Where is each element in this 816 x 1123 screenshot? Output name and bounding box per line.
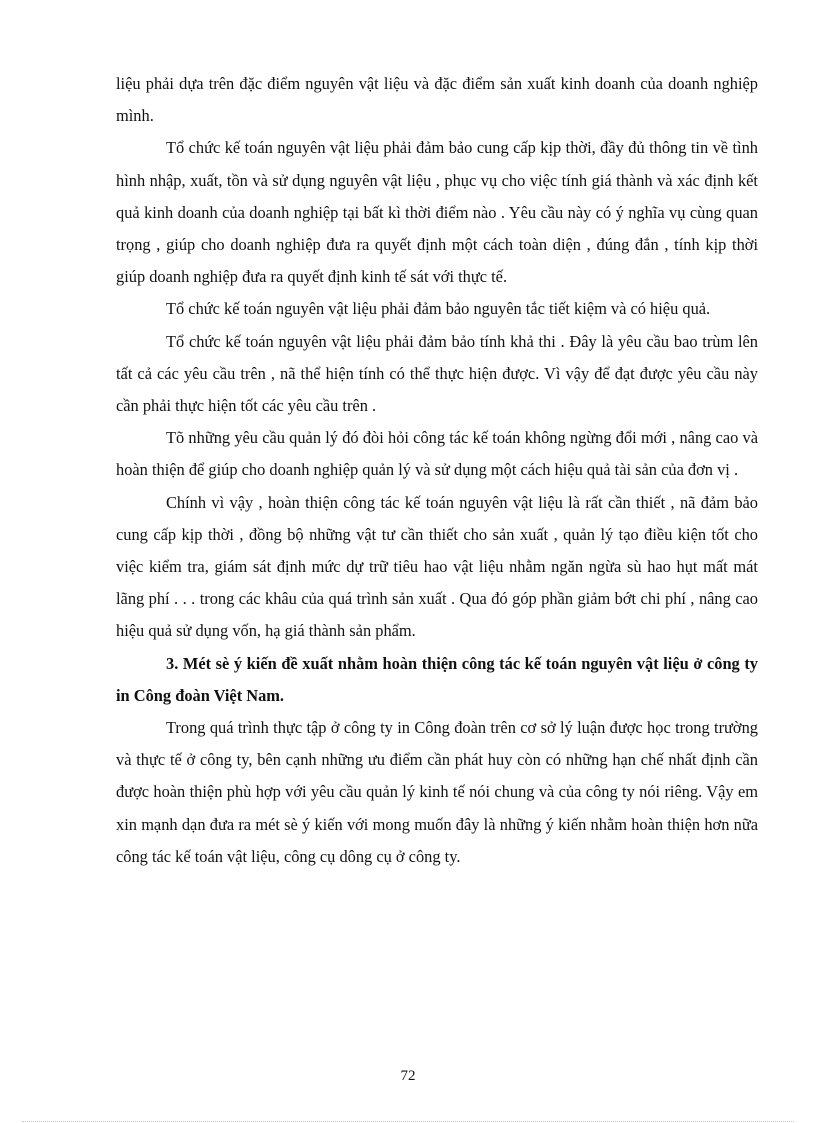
paragraph-7: Trong quá trình thực tập ở công ty in Công đoàn trên cơ sở lý luận được học trong trường và thực tế ở công ty, bên cạnh những ưu điểm cần phát huy còn có những hạn chế nhất định cần được hoàn thiện phù hợp với yêu cầu quản lý kinh tế nói chung và của công ty nói riêng. Vậy em xin mạnh dạn đưa ra mét sè ý kiến với mong muốn đây là những ý kiến nhằm hoàn thiện hơn nữa công tác kế toán vật liệu, công cụ dông cụ ở công ty. — [116, 718, 758, 866]
paragraph-2: Tổ chức kế toán nguyên vật liệu phải đảm bảo cung cấp kịp thời, đầy đủ thông tin về tình hình nhập, xuất, tồn và sử dụng nguyên vật liệu , phục vụ cho việc tính giá thành và xác định kết quả kinh doanh của doanh nghiệp tại bất kì thời điểm nào . Yêu cầu này có ý nghĩa vụ cùng quan trọng , giúp cho doanh nghiệp đưa ra quyết định một cách toàn diện , đúng đắn , tính kịp thời giúp doanh nghiệp đưa ra quyết định kinh tế sát với thực tế. — [116, 138, 758, 287]
footer-divider — [22, 1121, 794, 1122]
paragraph-5: Tõ những yêu cầu quản lý đó đòi hỏi công tác kế toán không ngừng đổi mới , nâng cao và hoàn thiện để giúp cho doanh nghiệp quản lý và sử dụng một cách hiệu quả tài sản của đơn vị . — [116, 428, 758, 480]
page-number: 72 — [400, 1068, 416, 1084]
paragraph-3: Tổ chức kế toán nguyên vật liệu phải đảm bảo nguyên tắc tiết kiệm và có hiệu quả. — [166, 299, 711, 319]
paragraph-4: Tổ chức kế toán nguyên vật liệu phải đảm bảo tính khả thi . Đây là yêu cầu bao trùm lên tất cả các yêu cầu trên , nã thể hiện tính có thể thực hiện được. Vì vậy để đạt được yêu cầu này cần phải thực hiện tốt các yêu cầu trên . — [116, 331, 758, 416]
paragraph-1: liệu phải dựa trên đặc điểm nguyên vật liệu và đặc điểm sản xuất kinh doanh của doanh nghiệp mình. — [116, 74, 758, 126]
section-heading: 3. Mét sè ý kiến đề xuất nhằm hoàn thiện công tác kế toán nguyên vật liệu ở công ty in Công đoàn Việt Nam. — [116, 653, 758, 705]
document-body — [116, 68, 758, 873]
paragraph-6: Chính vì vậy , hoàn thiện công tác kế toán nguyên vật liệu là rất cần thiết , nã đảm bảo cung cấp kịp thời , đồng bộ những vật tư cần thiết cho sản xuất , quản lý tạo điều kiện tốt cho việc kiểm tra, giám sát định mức dự trữ tiêu hao vật liệu nhằm ngăn ngừa sù hao hụt mất mát lãng phí . . . trong các khâu của quá trình sản xuất . Qua đó góp phần giảm bớt chi phí , nâng cao hiệu quả sử dụng vốn, hạ giá thành sản phẩm. — [116, 492, 758, 641]
